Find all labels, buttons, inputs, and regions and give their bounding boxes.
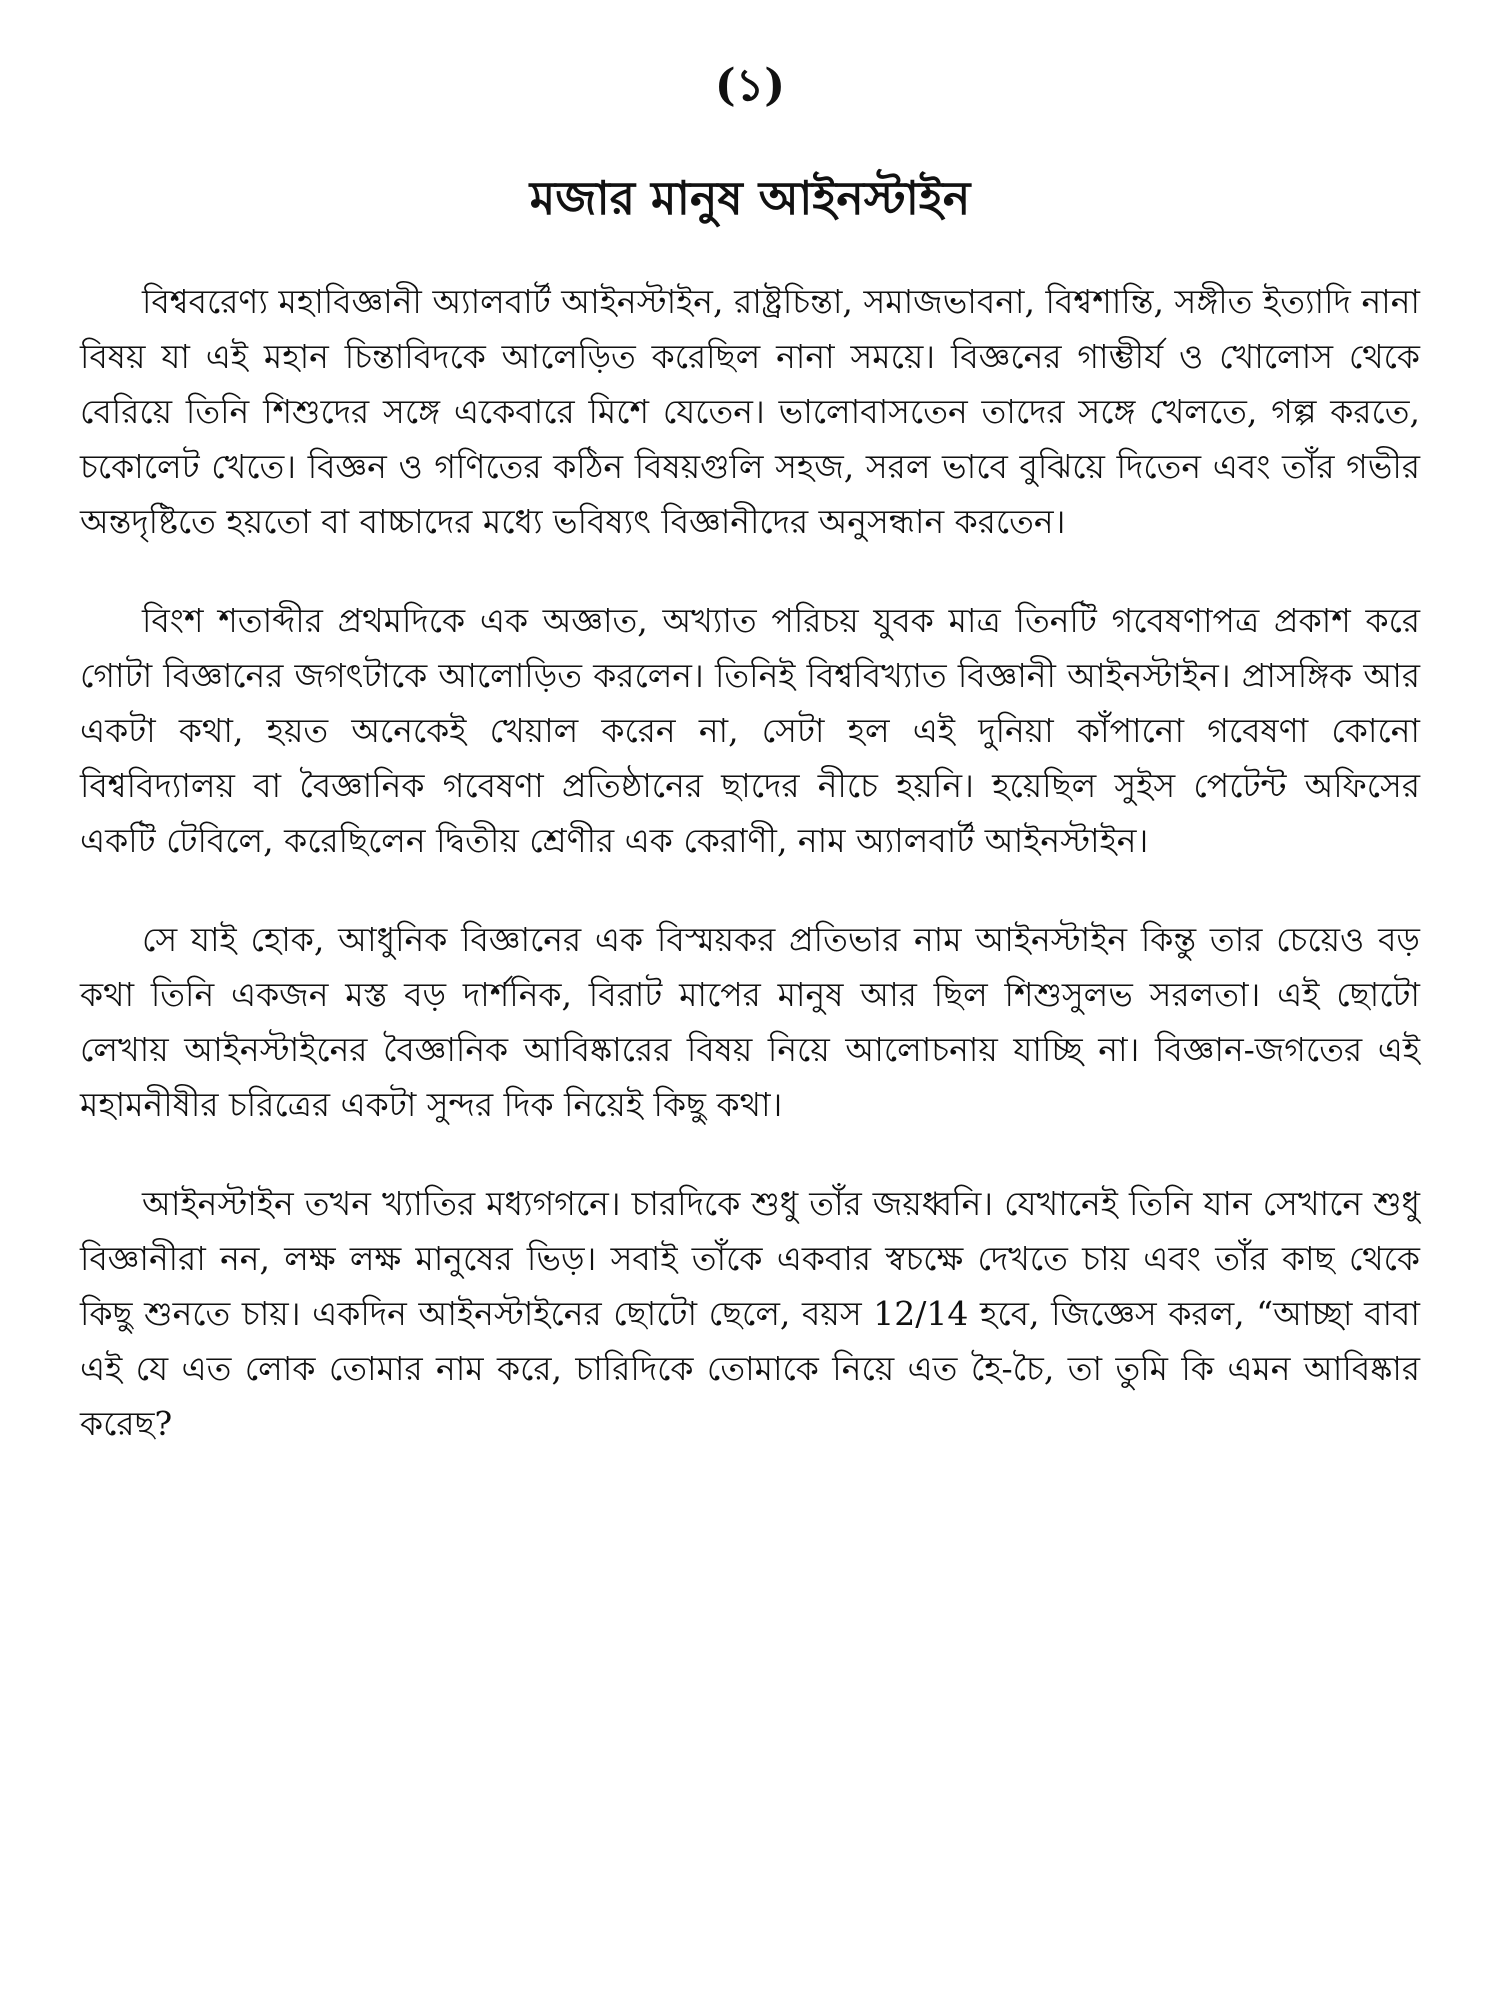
paragraph-1: বিশ্ববরেণ্য মহাবিজ্ঞানী অ্যালবার্ট আইনস্টাইন, রাষ্ট্রচিন্তা, সমাজভাবনা, বিশ্বশান্তি, সঙ্গীত ইত্যাদি নানা বিষয় যা এই মহান চিন্তাবিদকে আলেড়িত করেছিল নানা সময়ে। বিজ্ঞনের গাম্ভীর্য ও খোলোস থেকে বেরিয়ে তিনি শিশুদের সঙ্গে একেবারে মিশে যেতেন। ভালোবাসতেন তাদের সঙ্গে খেলতে, গল্প করতে, চকোলেট খেতে। বিজ্ঞন ও গণিতের কঠিন বিষয়গুলি সহজ, সরল ভাবে বুঝিয়ে দিতেন এবং তাঁর গভীর অন্তদৃষ্টিতে হয়তো বা বাচ্চাদের মধ্যে ভবিষ্যৎ বিজ্ঞানীদের অনুসন্ধান করতেন। — [80, 281, 1420, 541]
paragraph-4: আইনস্টাইন তখন খ্যাতির মধ্যগগনে। চারদিকে শুধু তাঁর জয়ধ্বনি। যেখানেই তিনি যান সেখানে শুধু বিজ্ঞানীরা নন, লক্ষ লক্ষ মানুষের ভিড়। সবাই তাঁকে একবার স্বচক্ষে দেখতে চায় এবং তাঁর কাছ থেকে কিছু শুনতে চায়। একদিন আইনস্টাইনের ছোটো ছেলে, বয়স 12/14 হবে, জিজ্ঞেস করল, “আচ্ছা বাবা এই যে এত লোক তোমার নাম করে, চারিদিকে তোমাকে নিয়ে এত হৈ-চৈ, তা তুমি কি এমন আবিষ্কার করেছ? — [80, 1183, 1420, 1443]
paragraph-3: সে যাই হোক, আধুনিক বিজ্ঞানের এক বিস্ময়কর প্রতিভার নাম আইনস্টাইন কিন্তু তার চেয়েও বড় কথা তিনি একজন মস্ত বড় দার্শনিক, বিরাট মাপের মানুষ আর ছিল শিশুসুলভ সরলতা। এই ছোটো লেখায় আইনস্টাইনের বৈজ্ঞানিক আবিষ্কারের বিষয় নিয়ে আলোচনায় যাচ্ছি না। বিজ্ঞান-জগতের এই মহামনীষীর চরিত্রের একটা সুন্দর দিক নিয়েই কিছু কথা। — [80, 919, 1420, 1124]
chapter-title: মজার মানুষ আইনস্টাইন — [529, 170, 971, 225]
page-number: (১) — [714, 60, 786, 111]
paragraph-2: বিংশ শতাব্দীর প্রথমদিকে এক অজ্ঞাত, অখ্যাত পরিচয় যুবক মাত্র তিনটি গবেষণাপত্র প্রকাশ করে গোটা বিজ্ঞানের জগৎটাকে আলোড়িত করলেন। তিনিই বিশ্ববিখ্যাত বিজ্ঞানী আইনস্টাইন। প্রাসঙ্গিক আর একটা কথা, হয়ত অনেকেই খেয়াল করেন না, সেটা হল এই দুনিয়া কাঁপানো গবেষণা কোনো বিশ্ববিদ্যালয় বা বৈজ্ঞানিক গবেষণা প্রতিষ্ঠানের ছাদের নীচে হয়নি। হয়েছিল সুইস পেটেন্ট অফিসের একটি টেবিলে, করেছিলেন দ্বিতীয় শ্রেণীর এক কেরাণী, নাম অ্যালবার্ট আইনস্টাইন। — [80, 600, 1420, 860]
